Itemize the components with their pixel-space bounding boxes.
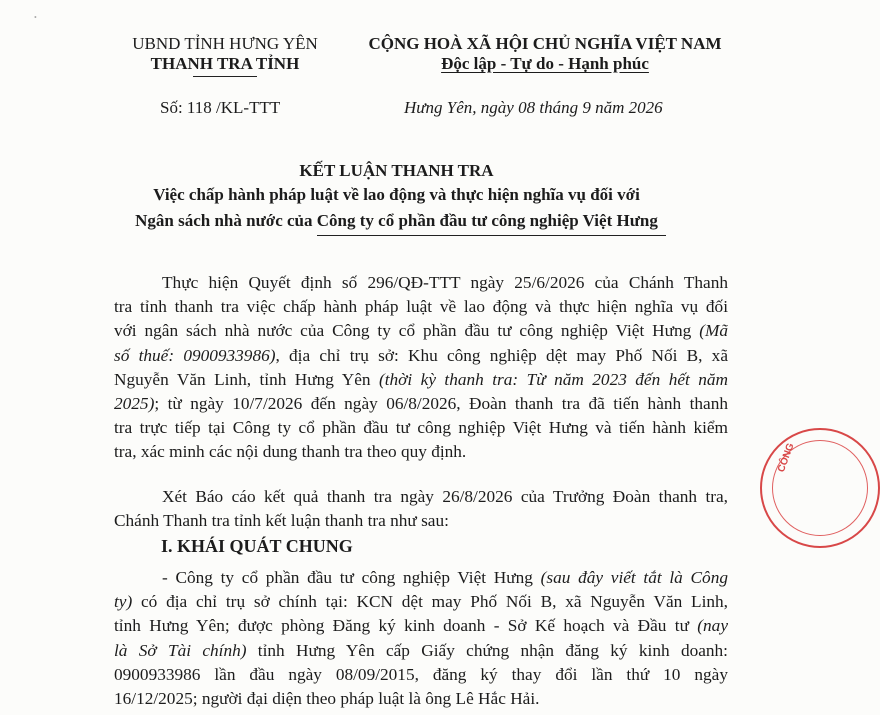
text-line: 0900933986 lần đầu ngày 08/09/2015, đăng ký thay đổi lần thứ 10 ngày bbox=[114, 664, 728, 684]
section-heading: I. KHÁI QUÁT CHUNG bbox=[161, 536, 353, 556]
text-line: ty) có địa chỉ trụ sở chính tại: KCN dệt may Phố Nối B, xã Nguyễn Văn Linh, bbox=[114, 592, 728, 612]
text-line: - Công ty cổ phần đầu tư công nghiệp Việt Hưng (sau đây viết tắt là Công bbox=[162, 568, 728, 587]
document-number: Số: 118 /KL-TTT bbox=[160, 98, 281, 117]
document-subtitle-line2 bbox=[0, 211, 793, 231]
document-subtitle-line1: Việc chấp hành pháp luật về lao động và thực hiện nghĩa vụ đối với bbox=[153, 185, 640, 204]
paragraph-overview bbox=[114, 566, 728, 711]
text-line: 16/12/2025; người đại diện theo pháp luật là ông Lê Hắc Hải. bbox=[114, 689, 540, 709]
seal-text: CÔNG bbox=[776, 441, 797, 474]
text-line: Xét Báo cáo kết quả thanh tra ngày 26/8/2026 của Trưởng Đoàn thanh tra, bbox=[162, 487, 728, 506]
text-line: số thuế: 0900933986), địa chỉ trụ sở: Khu công nghiệp dệt may Phố Nối B, xã bbox=[114, 345, 728, 365]
agency-name: THANH TRA TỈNH bbox=[150, 54, 300, 73]
paragraph-intro bbox=[114, 271, 728, 465]
official-seal-stamp bbox=[760, 428, 880, 548]
place-date: Hưng Yên, ngày 08 tháng 9 năm 2026 bbox=[404, 98, 663, 117]
text-line: 2025); từ ngày 10/7/2026 đến ngày 06/8/2026, Đoàn thanh tra đã tiến hành thanh bbox=[114, 394, 728, 414]
agency-underline bbox=[193, 76, 257, 77]
text-line: tra trực tiếp tại Công ty cổ phần đầu tư công nghiệp Việt Hưng và tiến hành kiểm bbox=[114, 418, 728, 438]
text-line: tỉnh Hưng Yên; được phòng Đăng ký kinh doanh - Sở Kế hoạch và Đầu tư (nay bbox=[114, 616, 728, 636]
paragraph-review bbox=[114, 485, 728, 533]
subtitle-company: Công ty cổ phần đầu tư công nghiệp Việt Hưng bbox=[316, 211, 658, 230]
national-header bbox=[330, 34, 760, 74]
country-name: CỘNG HOÀ XÃ HỘI CHỦ NGHĨA VIỆT NAM bbox=[368, 34, 722, 53]
text-line: là Sở Tài chính) tỉnh Hưng Yên cấp Giấy chứng nhận đăng ký kinh doanh: bbox=[114, 640, 728, 660]
parent-agency: UBND TỈNH HƯNG YÊN bbox=[132, 34, 318, 53]
text-line: Nguyễn Văn Linh, tỉnh Hưng Yên (thời kỳ thanh tra: Từ năm 2023 đến hết năm bbox=[114, 369, 729, 389]
text-line: Chánh Thanh tra tỉnh kết luận thanh tra như sau: bbox=[114, 511, 449, 531]
text-line: tra tỉnh thanh tra việc chấp hành pháp luật về lao động và thực hiện nghĩa vụ đối bbox=[114, 297, 728, 317]
text-line: Thực hiện Quyết định số 296/QĐ-TTT ngày 25/6/2026 của Chánh Thanh bbox=[162, 273, 728, 292]
document-title: KẾT LUẬN THANH TRA bbox=[299, 161, 494, 180]
text-line: tra, xác minh các nội dung thanh tra theo quy định. bbox=[114, 442, 467, 462]
subtitle-prefix: Ngân sách nhà nước của bbox=[135, 211, 317, 230]
national-motto: Độc lập - Tự do - Hạnh phúc bbox=[441, 54, 649, 73]
page-mark: • bbox=[34, 13, 37, 22]
text-line: với ngân sách nhà nước của Công ty cổ phần đầu tư công nghiệp Việt Hưng (Mã bbox=[114, 321, 728, 341]
